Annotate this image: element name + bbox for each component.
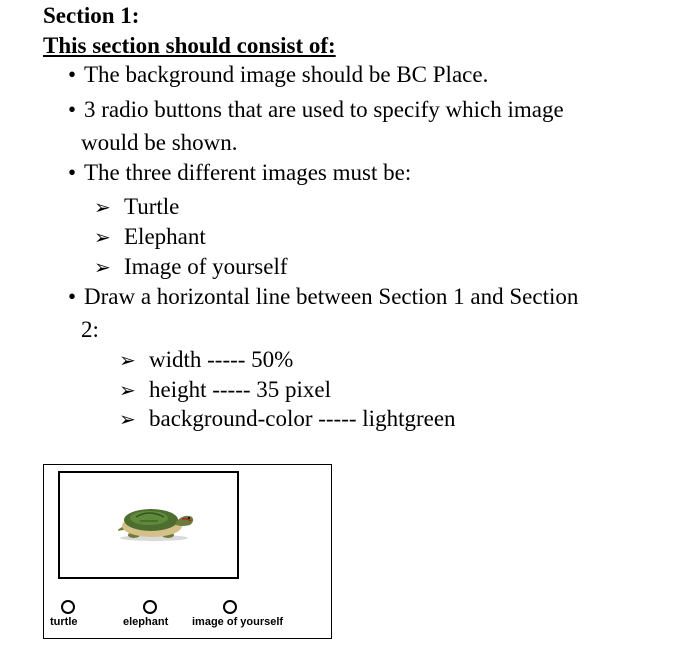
bullet-background-image [68,61,488,89]
bullet-text: 3 radio buttons that are used to specify which image [84,97,564,122]
radio-turtle[interactable] [61,600,75,614]
section-title: Section 1: [43,3,140,28]
bullet-dot: • [68,62,77,87]
arrow-bullet-icon: ➢ [119,409,136,431]
radio-image-of-yourself[interactable] [223,600,237,614]
bullet-text: Draw a horizontal line between Section 1 and Section [84,284,579,309]
sub-item-yourself [94,253,288,282]
sub-item-height [119,376,331,405]
example-figure [43,464,332,639]
sub-item-background-color [119,405,456,434]
radio-label-elephant: elephant [123,616,169,628]
turtle-image [118,505,196,543]
sub-item-text: background-color ----- lightgreen [149,406,456,431]
sub-item-text: Elephant [124,224,206,249]
arrow-bullet-icon: ➢ [94,257,111,279]
sub-item-elephant [94,223,206,252]
image-frame [58,471,239,579]
bullet-three-images [68,159,411,187]
bullet-horizontal-line-cont: 2: [81,317,99,342]
sub-item-text: Turtle [124,194,180,219]
sub-item-width [119,346,293,375]
sub-item-turtle [94,193,179,222]
arrow-bullet-icon: ➢ [94,197,111,219]
arrow-bullet-icon: ➢ [94,227,111,249]
sub-item-text: Image of yourself [124,254,288,279]
arrow-bullet-icon: ➢ [119,380,136,402]
subheading: This section should consist of: [43,33,336,58]
bullet-text: The background image should be BC Place. [84,62,489,87]
sub-item-text: width ----- 50% [149,347,294,372]
bullet-text: The three different images must be: [84,160,412,185]
sub-item-text: height ----- 35 pixel [149,377,332,402]
bullet-horizontal-line [68,283,578,311]
arrow-bullet-icon: ➢ [119,350,136,372]
radio-label-image-of-yourself: image of yourself [192,616,284,628]
bullet-radio-buttons-cont: would be shown. [81,130,238,155]
bullet-dot: • [68,97,77,122]
radio-label-turtle: turtle [50,616,78,628]
bullet-dot: • [68,284,77,309]
radio-elephant[interactable] [143,600,157,614]
bullet-radio-buttons [68,96,564,124]
bullet-dot: • [68,160,77,185]
